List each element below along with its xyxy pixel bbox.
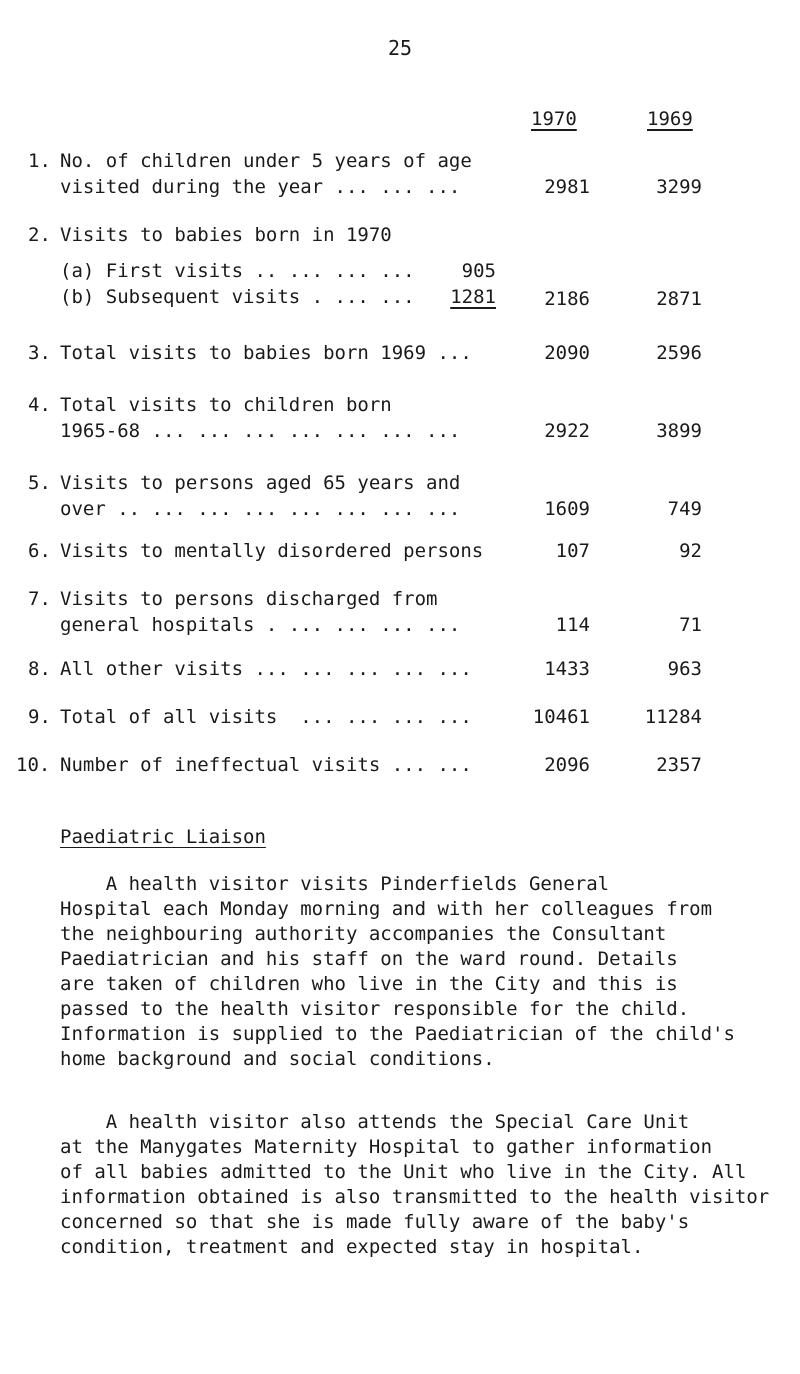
value-1970: 2922 xyxy=(544,420,590,442)
value-1970: 2096 xyxy=(544,754,590,776)
paragraph-line: Information is supplied to the Paediatrician of the child's xyxy=(60,1023,735,1045)
paragraph-line: Hospital each Monday morning and with her colleagues from xyxy=(60,898,713,920)
row-label: Visits to babies born in 1970 xyxy=(60,224,392,246)
value-1970: 1609 xyxy=(544,498,590,520)
paragraph-line: home background and social conditions. xyxy=(60,1048,495,1070)
row-label-continued: over .. ... ... ... ... ... ... ... xyxy=(60,498,461,520)
row-label-continued: visited during the year ... ... ... xyxy=(60,176,461,198)
row-label-continued: general hospitals . ... ... ... ... xyxy=(60,614,461,636)
subitem-label: (b) Subsequent visits . ... ... xyxy=(60,286,415,308)
row-number: 2. xyxy=(28,224,51,246)
paragraph-line: at the Manygates Maternity Hospital to gather information xyxy=(60,1136,713,1158)
paragraph-line: concerned so that she is made fully aware of the baby's xyxy=(60,1211,690,1233)
value-1969: 71 xyxy=(679,614,702,636)
row-number: 6. xyxy=(28,540,51,562)
column-header-1970: 1970 xyxy=(531,108,577,130)
value-1969: 11284 xyxy=(644,706,702,728)
paragraph-line: passed to the health visitor responsible for the child. xyxy=(60,998,690,1020)
row-number: 8. xyxy=(28,658,51,680)
value-1969: 2871 xyxy=(656,288,702,310)
row-label: Visits to persons discharged from xyxy=(60,588,438,610)
value-1970: 1433 xyxy=(544,658,590,680)
value-1970: 10461 xyxy=(532,706,590,728)
row-label: Visits to persons aged 65 years and xyxy=(60,472,461,494)
value-1969: 3299 xyxy=(656,176,702,198)
value-1969: 92 xyxy=(679,540,702,562)
paragraph-line: are taken of children who live in the City and this is xyxy=(60,973,678,995)
value-1970: 114 xyxy=(555,614,590,636)
value-1970: 2186 xyxy=(544,288,590,310)
value-1970: 2981 xyxy=(544,176,590,198)
row-label: No. of children under 5 years of age xyxy=(60,150,472,172)
paragraph xyxy=(60,1110,790,1260)
column-header-1969: 1969 xyxy=(647,108,693,130)
row-number: 5. xyxy=(28,472,51,494)
row-number: 1. xyxy=(28,150,51,172)
row-number: 7. xyxy=(28,588,51,610)
paragraph-line: A health visitor also attends the Special Care Unit xyxy=(60,1111,690,1133)
row-label: Total visits to babies born 1969 ... xyxy=(60,342,472,364)
paragraph-line: information obtained is also transmitted to the health visitor xyxy=(60,1186,770,1208)
subitem-value: 1281 xyxy=(450,286,496,308)
page-number: 25 xyxy=(387,36,413,60)
row-number: 9. xyxy=(28,706,51,728)
value-1969: 3899 xyxy=(656,420,702,442)
value-1969: 2596 xyxy=(656,342,702,364)
row-label: Visits to mentally disordered persons xyxy=(60,540,484,562)
row-number: 10. xyxy=(16,754,51,776)
paragraph-line: the neighbouring authority accompanies the Consultant xyxy=(60,923,667,945)
paragraph-line: A health visitor visits Pinderfields General xyxy=(60,873,610,895)
subitem-label: (a) First visits .. ... ... ... xyxy=(60,260,415,282)
paragraph-line: condition, treatment and expected stay in hospital. xyxy=(60,1236,644,1258)
value-1969: 749 xyxy=(667,498,702,520)
row-label-continued: 1965-68 ... ... ... ... ... ... ... xyxy=(60,420,461,442)
row-label: Total visits to children born xyxy=(60,394,392,416)
paragraph-line: Paediatrician and his staff on the ward round. Details xyxy=(60,948,678,970)
value-1970: 2090 xyxy=(544,342,590,364)
paragraph xyxy=(60,872,790,1072)
subitem-value: 905 xyxy=(461,260,496,282)
row-label: All other visits ... ... ... ... ... xyxy=(60,658,472,680)
paragraph-line: of all babies admitted to the Unit who live in the City. All xyxy=(60,1161,747,1183)
value-1970: 107 xyxy=(555,540,590,562)
row-number: 3. xyxy=(28,342,51,364)
row-number: 4. xyxy=(28,394,51,416)
value-1969: 2357 xyxy=(656,754,702,776)
row-label: Total of all visits ... ... ... ... xyxy=(60,706,472,728)
row-label: Number of ineffectual visits ... ... xyxy=(60,754,472,776)
section-heading: Paediatric Liaison xyxy=(60,826,266,848)
value-1969: 963 xyxy=(667,658,702,680)
